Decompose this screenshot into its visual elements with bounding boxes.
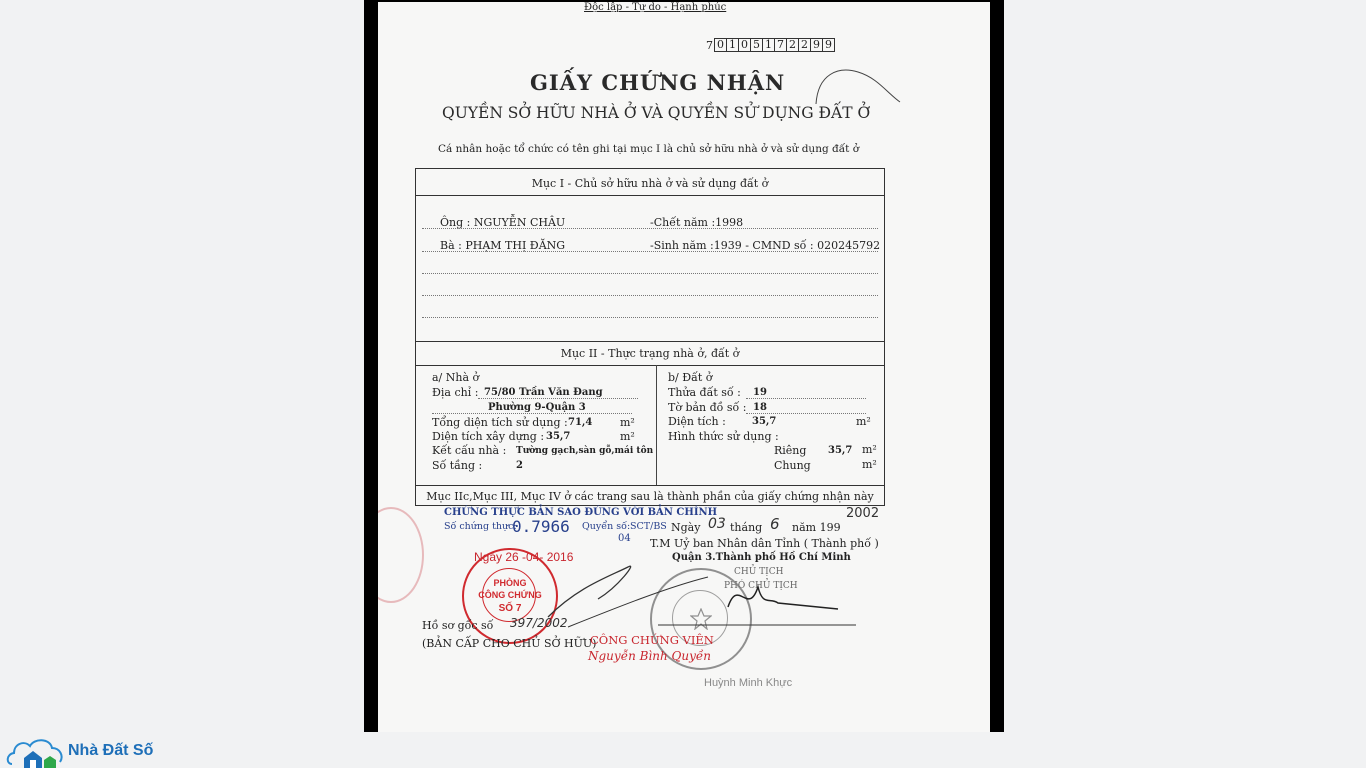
copy-note: (BẢN CẤP CHO CHỦ SỞ HỮU) [422, 637, 597, 650]
page-title: GIẤY CHỨNG NHẬN [530, 70, 786, 95]
date-label: Ngày [671, 521, 701, 534]
footnote: Mục IIc,Mục III, Mục IV ở các trang sau là thành phần của giấy chứng nhận này [426, 490, 874, 503]
year-label: năm 199 [792, 521, 841, 534]
column-divider [656, 365, 657, 485]
map-value: 18 [753, 402, 767, 413]
section1-heading: Mục I - Chủ sở hữu nhà ở và sử dụng đất ở [531, 177, 769, 190]
usage-label: Hình thức sử dụng : [668, 430, 779, 443]
issue-day: 03 [708, 516, 726, 532]
serial-digit: 7 [775, 39, 787, 51]
attestation-line: CHỨNG THỰC BẢN SAO ĐÚNG VỚI BẢN CHÍNH [444, 507, 718, 518]
house-cloud-icon [6, 734, 66, 768]
unit: m² [862, 443, 877, 456]
serial-digit: 2 [799, 39, 811, 51]
cert-no-label: Số chứng thực: [444, 521, 517, 532]
serial-digit: 9 [825, 38, 832, 51]
parcel-value: 19 [753, 387, 767, 398]
record-value: 397/2002 [510, 616, 568, 630]
total-area-label: Tổng diện tích sử dụng : [432, 416, 568, 429]
floors-value: 2 [516, 460, 523, 471]
serial-number [706, 38, 835, 52]
serial-digit: 2 [787, 39, 799, 51]
house-heading: a/ Nhà ở [432, 371, 480, 384]
district: Quận 3.Thành phố Hồ Chí Minh [672, 552, 851, 563]
build-area-value: 35,7 [546, 431, 571, 442]
owner2-info: -Sinh năm :1939 - CMND số : 020245792 [650, 239, 881, 252]
unit: m² [620, 430, 635, 443]
book-value: SCT/BS [630, 521, 667, 532]
page-subtitle: QUYỀN SỞ HỮU NHÀ Ở VÀ QUYỀN SỬ DỤNG ĐẤT Ở [442, 104, 871, 122]
owner1-info: -Chết năm :1998 [650, 216, 744, 229]
unit: m² [856, 415, 871, 428]
structure-value: Tường gạch,sàn gỗ,mái tôn [516, 446, 654, 456]
signatures [538, 547, 858, 637]
divider [416, 341, 884, 342]
certificate-page [378, 2, 990, 732]
serial-digit: 0 [739, 39, 751, 51]
book-label: Quyển số: [582, 521, 631, 532]
address-value: 75/80 Trần Văn Đang [484, 387, 603, 398]
map-label: Tờ bản đồ số : [668, 401, 747, 414]
owner2-name: Bà : PHẠM THỊ ĐĂNG [440, 239, 566, 252]
unit: m² [862, 458, 877, 471]
land-heading: b/ Đất ở [668, 371, 713, 384]
structure-label: Kết cấu nhà : [432, 444, 507, 457]
signer-role2: PHÓ CHỦ TỊCH [724, 581, 798, 591]
month-label: tháng [730, 521, 763, 534]
parcel-label: Thửa đất số : [668, 386, 741, 399]
divider [416, 195, 884, 196]
serial-prefix: 7 [706, 39, 713, 52]
faded-stamp [378, 507, 424, 603]
issue-month: 6 [770, 515, 780, 533]
authority: T.M Uỷ ban Nhân dân Tỉnh ( Thành phố ) [650, 537, 879, 550]
floors-label: Số tầng : [432, 459, 483, 472]
land-area-value: 35,7 [752, 416, 777, 427]
divider [416, 485, 884, 486]
section2-heading: Mục II - Thực trạng nhà ở, đất ở [560, 347, 740, 360]
brand-name: Nhà Đất Số [68, 742, 154, 759]
serial-digit: 0 [715, 39, 727, 51]
shared-label: Chung [774, 459, 811, 472]
address-line2: Phường 9-Quận 3 [488, 402, 586, 413]
notary-title: CÔNG CHỨNG VIÊN [590, 633, 714, 647]
land-area-label: Diện tích : [668, 415, 726, 428]
unit: m² [620, 416, 635, 429]
serial-digit: 1 [727, 39, 739, 51]
certificate-table [415, 168, 885, 506]
address-label: Địa chỉ : [432, 386, 479, 399]
brand-logo[interactable] [6, 734, 153, 768]
owner1-name: Ông : NGUYỄN CHÂU [440, 216, 566, 229]
signer-role1: CHỦ TỊCH [734, 567, 784, 577]
serial-digit: 5 [751, 39, 763, 51]
book-extra: 04 [618, 533, 631, 544]
serial-digit: 9 [811, 39, 823, 51]
date-stamp: Ngày 26 -04- 2016 [474, 550, 574, 564]
cert-no-value: 0.7966 [512, 517, 570, 536]
build-area-label: Diện tích xây dựng : [432, 430, 545, 443]
record-label: Hồ sơ gốc số [422, 619, 494, 632]
notary-seal: PHÒNG CÔNG CHỨNG SỐ 7 [462, 548, 558, 644]
serial-digit: 1 [763, 39, 775, 51]
signer-name: Huỳnh Minh Khực [704, 677, 793, 689]
notary-name: Nguyễn Bình Quyền [588, 649, 711, 663]
intro-text: Cá nhân hoặc tổ chức có tên ghi tại mục I là chủ sở hữu nhà ở và sử dụng đất ở [438, 143, 860, 155]
private-label: Riêng [774, 444, 807, 457]
issue-year-hand: 2002 [846, 506, 880, 521]
private-value: 35,7 [828, 445, 853, 456]
divider [416, 365, 884, 366]
national-motto: Độc lập - Tự do - Hạnh phúc [584, 2, 727, 13]
total-area-value: 71,4 [568, 417, 593, 428]
